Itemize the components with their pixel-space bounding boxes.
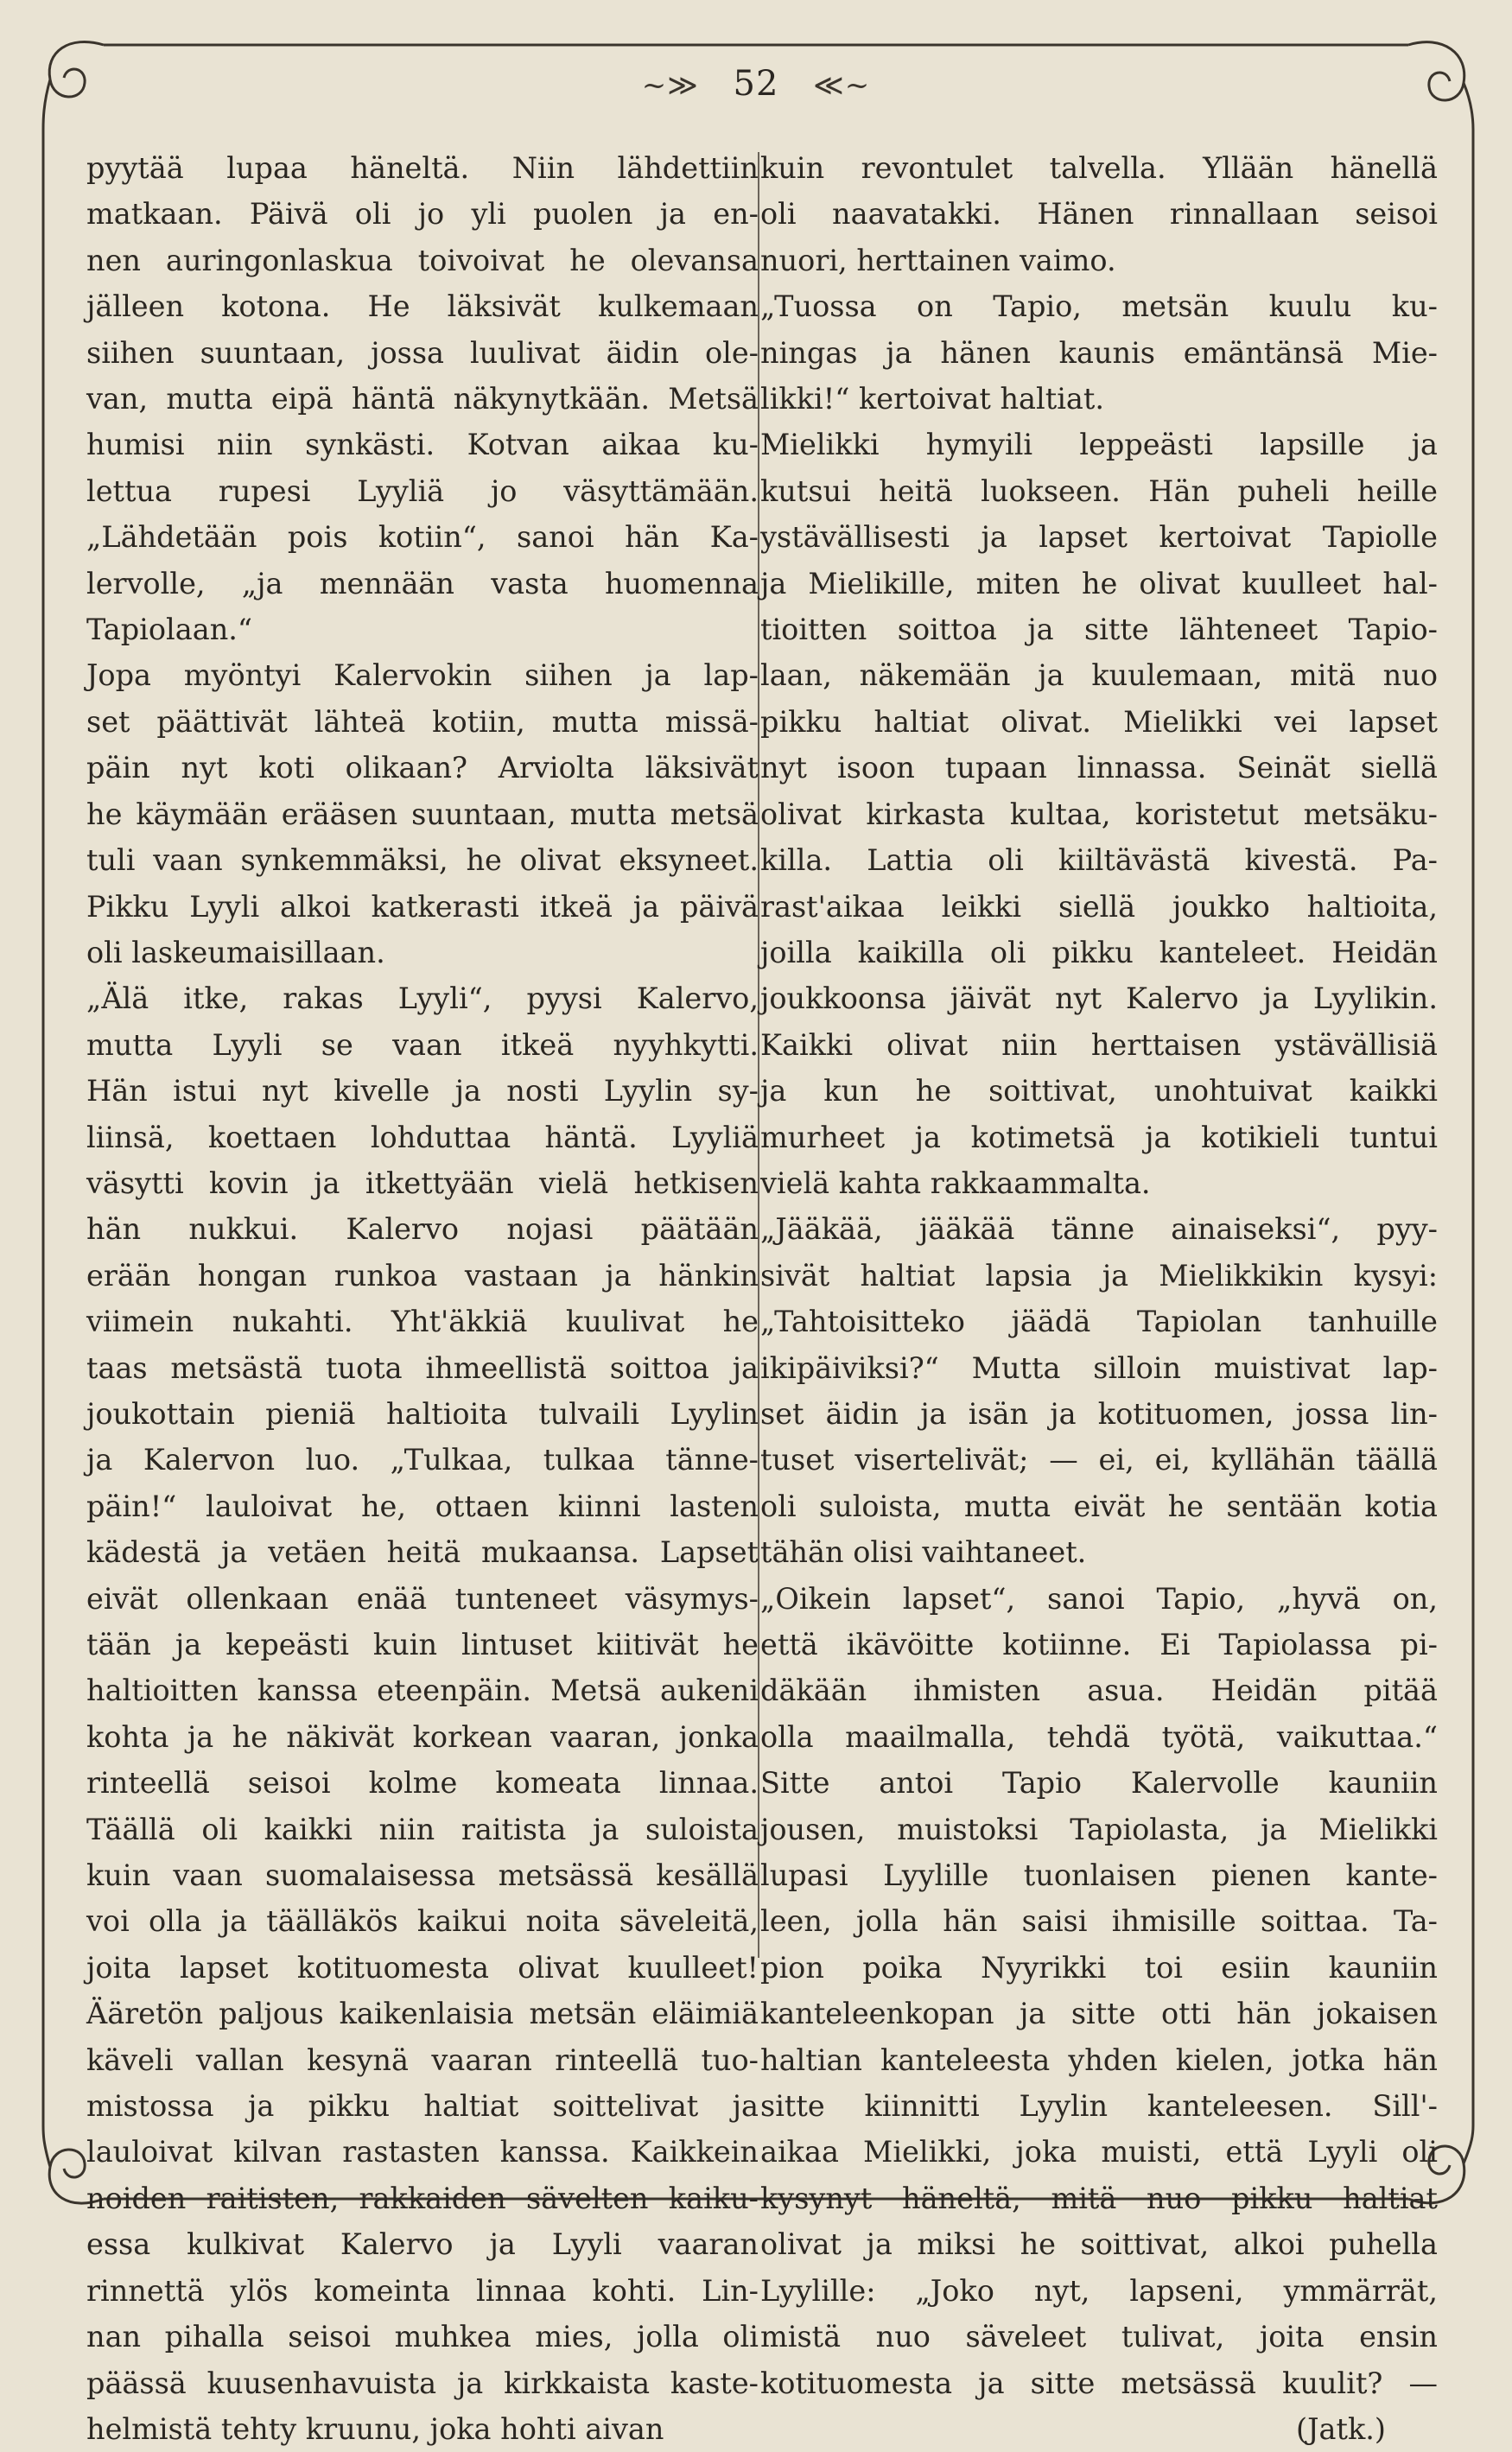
text-line: jälleen kotona. He läksivät kulkemaan [86, 289, 759, 324]
text-line: killa. Lattia oli kiiltävästä kivestä. Pa- [760, 843, 1438, 878]
text-line: set äidin ja isän ja kotituomen, jossa lin- [760, 1396, 1438, 1431]
text-line: pyytää lupaa häneltä. Niin lähdettiin [86, 151, 759, 185]
text-line: joukkoonsa jäivät nyt Kalervo ja Lyylikin. [760, 981, 1438, 1016]
text-line: kanteleenkopan ja sitte otti hän jokaisen [760, 1997, 1438, 2031]
text-line: ja Kalervon luo. „Tulkaa, tulkaa tänne- [86, 1443, 759, 1477]
text-line: nuori, herttainen vaimo. [760, 243, 1116, 277]
text-line: matkaan. Päivä oli jo yli puolen ja en- [86, 197, 759, 232]
text-line: kuin revontulet talvella. Yllään hänellä [760, 151, 1438, 185]
text-line: ningas ja hänen kaunis emäntänsä Mie- [760, 335, 1438, 370]
text-line: „Tuossa on Tapio, metsän kuulu ku- [760, 289, 1438, 324]
text-line: tuli vaan synkemmäksi, he olivat eksyneet. [86, 843, 759, 878]
text-line: ikipäiviksi?“ Mutta silloin muistivat lap- [760, 1350, 1438, 1385]
text-line: essa kulkivat Kalervo ja Lyyli vaaran [86, 2227, 759, 2262]
text-line: rast'aikaa leikki siellä joukko haltioita, [760, 889, 1438, 924]
text-line: rinnettä ylös komeinta linnaa kohti. Lin- [86, 2273, 759, 2308]
text-line: Lyylille: „Joko nyt, lapseni, ymmärrät, [760, 2273, 1438, 2308]
text-line: leen, jolla hän saisi ihmisille soittaa. Ta- [760, 1904, 1438, 1939]
text-line: kohta ja he näkivät korkean vaaran, jonka [86, 1719, 759, 1754]
text-line: kutsui heitä luokseen. Hän puheli heille [760, 473, 1438, 508]
text-line: Tapiolaan.“ [86, 613, 253, 647]
text-line: Sitte antoi Tapio Kalervolle kauniin [760, 1766, 1438, 1801]
text-line: jousen, muistoksi Tapiolasta, ja Mielikki [760, 1812, 1438, 1846]
text-line: ja Mielikille, miten he olivat kuulleet hal- [760, 566, 1438, 600]
text-line: oli suloista, mutta eivät he sentään kotia [760, 1489, 1438, 1523]
text-line: laan, näkemään ja kuulemaan, mitä nuo [760, 658, 1438, 693]
text-line: humisi niin synkästi. Kotvan aikaa ku- [86, 428, 759, 462]
text-line: ystävällisesti ja lapset kertoivat Tapiolle [760, 520, 1438, 555]
text-line: nen auringonlaskua toivoivat he olevansa [86, 243, 759, 277]
text-line: erään hongan runkoa vastaan ja hänkin [86, 1258, 759, 1293]
text-line: rinteellä seisoi kolme komeata linnaa. [86, 1766, 759, 1801]
text-line: päin nyt koti olikaan? Arviolta läksivät [86, 751, 759, 785]
text-line: Ääretön paljous kaikenlaisia metsän eläimiä [86, 1997, 759, 2031]
text-line: kädestä ja vetäen heitä mukaansa. Lapset [86, 1535, 759, 1570]
text-line: hän nukkui. Kalervo nojasi päätään [86, 1212, 759, 1247]
text-line: van, mutta eipä häntä näkynytkään. Metsä [86, 382, 759, 416]
header-ornament-right: ≪~ [813, 68, 871, 103]
text-line: joilla kaikilla oli pikku kanteleet. Heidän [760, 935, 1438, 969]
text-line: (Jatk.) [1296, 2411, 1386, 2446]
text-line: nyt isoon tupaan linnassa. Seinät siellä [760, 751, 1438, 785]
text-line: tähän olisi vaihtaneet. [760, 1535, 1087, 1570]
text-line: mistossa ja pikku haltiat soittelivat ja [86, 2089, 759, 2124]
text-line: tään ja kepeästi kuin lintuset kiitivät he [86, 1628, 759, 1661]
text-line: lettua rupesi Lyyliä jo väsyttämään. [86, 473, 759, 508]
text-line: oli laskeumaisillaan. [86, 935, 385, 969]
text-line: vielä kahta rakkaammalta. [760, 1166, 1151, 1200]
text-line: Mielikki hymyili leppeästi lapsille ja [760, 428, 1438, 462]
text-line: väsytti kovin ja itkettyään vielä hetkisen [86, 1166, 759, 1200]
text-line: däkään ihmisten asua. Heidän pitää [760, 1674, 1438, 1708]
text-line: he käymään erääsen suuntaan, mutta metsä [86, 797, 759, 831]
text-line: mistä nuo säveleet tulivat, joita ensin [760, 2320, 1438, 2354]
text-line: joita lapset kotituomesta olivat kuulleet! [86, 1950, 759, 1985]
text-line: käveli vallan kesynä vaaran rinteellä tuo- [86, 2042, 759, 2077]
text-line: haltioitten kanssa eteenpäin. Metsä aukeni [86, 1674, 759, 1708]
text-line: pikku haltiat olivat. Mielikki vei lapset [760, 704, 1438, 739]
text-line: Pikku Lyyli alkoi katkerasti itkeä ja päivä [86, 889, 759, 924]
page-number: 52 [733, 64, 779, 104]
text-line: olivat ja miksi he soittivat, alkoi puhella [760, 2227, 1438, 2262]
text-line: siihen suuntaan, jossa luulivat äidin ole- [86, 335, 759, 370]
text-line: helmistä tehty kruunu, joka hohti aivan [86, 2411, 664, 2446]
text-line: päin!“ lauloivat he, ottaen kiinni lasten [86, 1489, 759, 1523]
text-line: lupasi Lyylille tuonlaisen pienen kante- [760, 1858, 1438, 1893]
text-line: lervolle, „ja mennään vasta huomenna [86, 566, 759, 600]
text-line: sivät haltiat lapsia ja Mielikkikin kysyi: [760, 1258, 1438, 1293]
text-line: joukottain pieniä haltioita tulvaili Lyylin [86, 1396, 759, 1431]
text-line: taas metsästä tuota ihmeellistä soittoa ja [86, 1350, 759, 1385]
text-line: noiden raitisten, rakkaiden sävelten kaiku- [86, 2181, 759, 2215]
text-line: Täällä oli kaikki niin raitista ja suloista [86, 1812, 759, 1846]
text-line: Kaikki olivat niin herttaisen ystävällisiä [760, 1027, 1438, 1062]
header-ornament-left: ~≫ [641, 68, 699, 103]
left-column [86, 145, 759, 2452]
text-line: lauloivat kilvan rastasten kanssa. Kaikkein [86, 2135, 759, 2169]
page-header [0, 64, 1512, 104]
text-line: oli naavatakki. Hänen rinnallaan seisoi [760, 197, 1438, 232]
text-line: viimein nukahti. Yht'äkkiä kuulivat he [86, 1305, 759, 1339]
text-line: liinsä, koettaen lohduttaa häntä. Lyyliä [86, 1120, 759, 1154]
text-line: päässä kuusenhavuista ja kirkkaista kaste- [86, 2366, 759, 2400]
text-line: tuset visertelivät; — ei, ei, kyllähän täällä [760, 1443, 1438, 1477]
text-line: haltian kanteleesta yhden kielen, jotka hän [760, 2042, 1438, 2077]
text-line: aikaa Mielikki, joka muisti, että Lyyli oli [760, 2135, 1438, 2169]
text-line: Hän istui nyt kivelle ja nosti Lyylin sy- [86, 1074, 759, 1108]
right-column [760, 145, 1438, 2452]
text-line: „Tahtoisitteko jäädä Tapiolan tanhuille [760, 1305, 1438, 1339]
text-line: „Lähdetään pois kotiin“, sanoi hän Ka- [86, 520, 759, 555]
text-line: „Jääkää, jääkää tänne ainaiseksi“, pyy- [760, 1212, 1438, 1247]
text-line: kotituomesta ja sitte metsässä kuulit? — [760, 2366, 1438, 2400]
text-line: nan pihalla seisoi muhkea mies, jolla oli [86, 2320, 759, 2354]
text-line: „Oikein lapset“, sanoi Tapio, „hyvä on, [760, 1581, 1438, 1616]
text-line: ja kun he soittivat, unohtuivat kaikki [760, 1074, 1438, 1108]
text-line: likki!“ kertoivat haltiat. [760, 382, 1104, 416]
text-line: „Älä itke, rakas Lyyli“, pyysi Kalervo, [86, 981, 759, 1016]
text-line: tioitten soittoa ja sitte lähteneet Tapio- [760, 613, 1438, 647]
text-line: pion poika Nyyrikki toi esiin kauniin [760, 1950, 1438, 1985]
text-line: voi olla ja täälläkös kaikui noita säveleitä, [86, 1904, 759, 1939]
text-line: mutta Lyyli se vaan itkeä nyyhkytti. [86, 1027, 759, 1062]
text-line: kysynyt häneltä, mitä nuo pikku haltiat [760, 2181, 1438, 2215]
text-line: olivat kirkasta kultaa, koristetut metsäku- [760, 797, 1438, 831]
text-line: murheet ja kotimetsä ja kotikieli tuntui [760, 1120, 1438, 1154]
text-line: Jopa myöntyi Kalervokin siihen ja lap- [86, 658, 759, 693]
text-line: että ikävöitte kotiinne. Ei Tapiolassa pi- [760, 1628, 1438, 1661]
text-line: set päättivät lähteä kotiin, mutta missä- [86, 704, 759, 739]
text-line: sitte kiinnitti Lyylin kanteleesen. Sill'- [760, 2089, 1438, 2124]
text-line: olla maailmalla, tehdä työtä, vaikuttaa.“ [760, 1719, 1438, 1754]
text-line: eivät ollenkaan enää tunteneet väsymys- [86, 1581, 759, 1616]
text-line: kuin vaan suomalaisessa metsässä kesällä [86, 1858, 759, 1893]
